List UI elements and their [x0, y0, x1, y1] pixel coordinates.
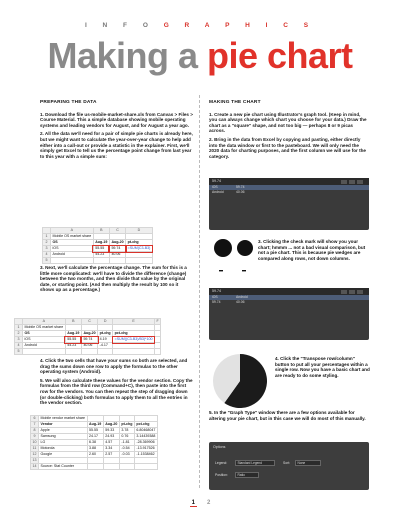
- page-next[interactable]: 2: [207, 500, 211, 506]
- table-cell[interactable]: [119, 464, 134, 470]
- table-row: [31, 452, 158, 458]
- column-divider: [199, 95, 200, 488]
- table-cell[interactable]: 59.74: [81, 337, 97, 343]
- table-cell[interactable]: Vendor: [39, 422, 88, 428]
- row-number[interactable]: 12: [32, 452, 37, 456]
- table-row: [31, 422, 158, 428]
- row-number[interactable]: 4: [15, 343, 23, 349]
- table-cell[interactable]: 2.60: [87, 452, 103, 458]
- left-step2: 2. All the data we'll need for a pair of simple pie charts is already here, but we might want to calculate the year-over-year change to help add either into a call-out or provide a statistic in the explainer. First, we'll simply get Excel to tell us the percentage point change from last year to this year with a simple sum:: [40, 131, 193, 159]
- table-cell[interactable]: [98, 349, 113, 355]
- sort-select[interactable]: None: [295, 460, 321, 466]
- table-row: [31, 464, 158, 470]
- import-icon[interactable]: [341, 290, 347, 294]
- table-cell[interactable]: pt-chg: [99, 331, 111, 335]
- table-cell[interactable]: OS: [23, 331, 66, 337]
- row-number[interactable]: 4: [43, 252, 51, 258]
- table-cell[interactable]: Google: [39, 452, 88, 458]
- position-select[interactable]: Ratio: [235, 472, 259, 478]
- left-heading: PREPARING THE DATA: [40, 100, 97, 105]
- transpose-icon[interactable]: [349, 290, 355, 294]
- two-circle-chart: [212, 238, 258, 280]
- left-column: [40, 100, 193, 162]
- table-cell[interactable]: OS: [51, 240, 94, 246]
- table-cell[interactable]: -4.17: [98, 343, 113, 349]
- table-cell[interactable]: 24.93: [103, 434, 119, 440]
- table-cell[interactable]: Aug-19: [95, 240, 108, 244]
- table-cell[interactable]: pct-chg: [134, 422, 157, 428]
- graph-data-window-2: [209, 288, 369, 340]
- data-row[interactable]: Android 40.06: [212, 189, 245, 194]
- table-cell[interactable]: pct-chg: [113, 331, 155, 337]
- table-cell[interactable]: [65, 349, 81, 355]
- column-header[interactable]: B: [93, 228, 109, 234]
- left-step5: 5. We will also calculate these values for the vendor section. Copy the formulas from the third row (Command+C), then paste into the first row for the vendors. You can then repeat the step of dragging down (or double-clicking) both formulas to apply them to all the entries in the vendor section.: [40, 377, 193, 406]
- right-step5: 5. In the "Graph Type" window there are a few options available for altering your pie chart, but in this case we will do most of this manually.: [209, 410, 366, 421]
- table-cell[interactable]: pt-chg: [126, 240, 153, 246]
- column-header[interactable]: F: [156, 319, 159, 323]
- graph-type-options: [209, 442, 369, 490]
- right-step3: 3. Clicking the check mark will show you your chart; hmmm ... not a bad visual comparison, but not a pie chart. This is because pie wedges are compared along rows, not down columns.: [258, 239, 366, 261]
- table-cell[interactable]: 6.38: [87, 440, 103, 446]
- table-row: [31, 446, 158, 452]
- table-cell[interactable]: Mobile OS market share: [52, 234, 92, 238]
- table-cell[interactable]: =SUM((C3-B3)/B3)*100: [114, 337, 153, 341]
- table-cell[interactable]: 2.57: [103, 452, 119, 458]
- spreadsheet-1: [42, 227, 192, 264]
- table-cell[interactable]: [51, 258, 94, 264]
- table-cell[interactable]: iOS: [23, 337, 66, 343]
- row-number[interactable]: 6: [31, 416, 39, 422]
- table-cell[interactable]: 3.14439388: [136, 434, 156, 438]
- data-row[interactable]: iOS Android: [209, 295, 369, 300]
- table-cell[interactable]: 40.06: [109, 252, 125, 258]
- table-cell[interactable]: -0.54: [119, 446, 134, 452]
- table-cell[interactable]: 4.57: [103, 440, 119, 446]
- table-cell[interactable]: 55.55: [65, 337, 81, 343]
- table-cell[interactable]: 44.23: [65, 343, 81, 349]
- row-number[interactable]: 7: [31, 422, 39, 428]
- row-number[interactable]: 5: [43, 258, 51, 264]
- table-cell[interactable]: 3.34: [103, 446, 119, 452]
- table-cell[interactable]: -1.81: [119, 440, 134, 446]
- right-heading: MAKING THE CHART: [209, 100, 261, 105]
- row-number[interactable]: 11: [31, 446, 39, 452]
- legend-swatch: [242, 270, 246, 271]
- table-cell[interactable]: Mobile vendor market share: [40, 416, 86, 420]
- row-number[interactable]: 2: [15, 331, 23, 337]
- table-cell[interactable]: 55.55: [93, 246, 109, 252]
- table-cell[interactable]: -28.369906: [134, 440, 157, 446]
- table-cell[interactable]: [93, 258, 109, 264]
- table-cell[interactable]: -13.917526: [134, 446, 157, 452]
- table-cell[interactable]: Android: [23, 343, 66, 349]
- page-title: [0, 34, 400, 78]
- transpose-icon[interactable]: [349, 180, 355, 184]
- row-number[interactable]: 9: [31, 434, 39, 440]
- table-cell[interactable]: 59.33: [103, 428, 119, 434]
- table-cell[interactable]: Source: Stat Counter: [39, 464, 88, 470]
- table-cell[interactable]: [87, 464, 103, 470]
- table-cell[interactable]: 44.23: [93, 252, 109, 258]
- table-cell[interactable]: =SUM(C3-B3): [127, 246, 151, 250]
- pagination: [0, 500, 400, 506]
- apply-check-icon[interactable]: [357, 290, 363, 294]
- position-label: Position:: [215, 473, 229, 477]
- column-header[interactable]: A: [51, 228, 94, 234]
- left-step3: 3. Next, we'll calculate the percentage change. The sum for this is a little more complicated: we'll have to divide the difference (change) between the two months, and then divide that value by the original date, or starting point. (And then multiply the result by 100 so it shows up as a percentage.): [40, 265, 187, 293]
- table-cell[interactable]: 6.80468047: [136, 428, 156, 432]
- table-row: [31, 428, 158, 434]
- column-header[interactable]: C: [109, 228, 125, 234]
- legend-select[interactable]: Standard Legend: [235, 460, 275, 466]
- table-cell[interactable]: LG: [39, 440, 88, 446]
- options-title: Options: [213, 445, 226, 449]
- table-cell[interactable]: Aug-20: [111, 240, 124, 244]
- table-cell[interactable]: Mobile OS market share: [24, 325, 64, 329]
- table-cell[interactable]: pt-chg: [121, 422, 133, 426]
- column-header[interactable]: C: [81, 319, 97, 325]
- right-column: [209, 100, 369, 162]
- row-number[interactable]: 1: [15, 325, 23, 331]
- data-row[interactable]: iOS 59.74: [209, 185, 369, 190]
- table-cell[interactable]: Aug-20: [105, 422, 118, 426]
- column-header[interactable]: E: [113, 319, 155, 325]
- left-step1: 1. Download the file us-mobile-market-share.xls from Canvas > Files > Course Material. This a simple database showing mobile operating systems and leading vendors for August, and for August a year ago.: [40, 111, 193, 128]
- row-number[interactable]: 8: [31, 428, 39, 434]
- left-step4: 4. Click the two cells that have your sums so both are selected, and drag the sums down one row to apply the formulas to the other operating system (Android).: [40, 358, 188, 375]
- page-current[interactable]: 1: [191, 500, 195, 506]
- kicker: [0, 22, 400, 29]
- row-number[interactable]: 3: [43, 246, 51, 252]
- column-header[interactable]: D: [126, 228, 153, 234]
- table-cell[interactable]: [113, 349, 155, 355]
- table-cell[interactable]: [154, 349, 160, 355]
- pie-chart: [211, 352, 269, 410]
- title-part2: pie chart: [207, 35, 353, 76]
- table-cell[interactable]: [103, 464, 119, 470]
- spreadsheet-2: [14, 318, 192, 355]
- spreadsheet-3: [30, 415, 192, 470]
- column-header[interactable]: D: [98, 319, 113, 325]
- sort-label: Sort:: [283, 461, 291, 465]
- table-cell[interactable]: 0.76: [119, 434, 134, 440]
- ios-circle: [214, 239, 232, 257]
- row-number[interactable]: 14: [32, 464, 37, 468]
- table-cell[interactable]: Android: [51, 252, 94, 258]
- graph-data-entry[interactable]: 59.74: [209, 288, 369, 295]
- left-step3-block: [40, 265, 193, 296]
- title-part1: Making a: [47, 35, 207, 76]
- android-circle: [237, 240, 253, 256]
- table-cell[interactable]: 3.78: [119, 428, 134, 434]
- table-cell[interactable]: 55.55: [87, 428, 103, 434]
- table-cell[interactable]: [23, 349, 66, 355]
- table-cell[interactable]: Apple: [39, 428, 88, 434]
- table-cell[interactable]: Aug-19: [67, 331, 80, 335]
- data-row[interactable]: 59.74 40.06: [212, 299, 245, 304]
- table-cell[interactable]: [126, 258, 153, 264]
- table-cell[interactable]: 59.74: [109, 246, 125, 252]
- table-cell[interactable]: Samsung: [39, 434, 88, 440]
- legend-label: Legend:: [215, 461, 228, 465]
- graph-data-entry[interactable]: 59.74: [209, 178, 369, 185]
- table-cell[interactable]: Aug-19: [89, 422, 102, 426]
- table-cell[interactable]: Motorola: [39, 446, 88, 452]
- row-number[interactable]: 13: [32, 458, 37, 462]
- left-step45-block: [40, 358, 193, 409]
- graph-data-window-1: [209, 178, 369, 230]
- import-icon[interactable]: [341, 180, 347, 184]
- table-cell[interactable]: Aug-20: [83, 331, 96, 335]
- table-cell[interactable]: 24.17: [87, 434, 103, 440]
- row-number[interactable]: 2: [43, 240, 51, 246]
- table-cell[interactable]: iOS: [51, 246, 94, 252]
- table-cell[interactable]: 40.06: [81, 343, 97, 349]
- table-cell[interactable]: 4.19: [98, 337, 113, 343]
- row-number[interactable]: 5: [15, 349, 23, 355]
- table-row: [31, 434, 158, 440]
- kicker-info: I N F O: [84, 22, 164, 29]
- column-header[interactable]: A: [23, 319, 66, 325]
- kicker-graphics: G R A P H I C S: [163, 22, 316, 29]
- right-step4: 4. Click the "Transpose row/column" button to put all your percentages within a single row. Now you have a basic chart and are ready to do some styling.: [275, 356, 370, 378]
- table-cell[interactable]: [81, 349, 97, 355]
- table-cell[interactable]: 3.88: [87, 446, 103, 452]
- row-number[interactable]: 3: [15, 337, 23, 343]
- table-cell[interactable]: -0.03: [119, 452, 134, 458]
- table-cell[interactable]: [134, 464, 157, 470]
- right-step1: 1. Create a new pie chart using Illustrator's graph tool. (Keep in mind, you can always change which chart you choose for your data.) Draw the chart as a "square" shape, and not too big — perhaps 8 or 9 picas across.: [209, 111, 367, 134]
- row-number[interactable]: 1: [43, 234, 51, 240]
- table-cell[interactable]: -1.1538462: [134, 452, 157, 458]
- table-row: [15, 349, 161, 355]
- table-cell[interactable]: [109, 258, 125, 264]
- apply-check-icon[interactable]: [357, 180, 363, 184]
- row-number[interactable]: 10: [32, 440, 37, 444]
- column-header[interactable]: B: [65, 319, 81, 325]
- right-step2: 2. Bring in the data from Excel by copying and pasting, either directly into the data window or first to the pasteboard. We will only need the 2020 data for charting purposes, and the first column we will use for the category.: [209, 136, 366, 159]
- legend-swatch: [219, 270, 223, 271]
- table-row: [43, 258, 153, 264]
